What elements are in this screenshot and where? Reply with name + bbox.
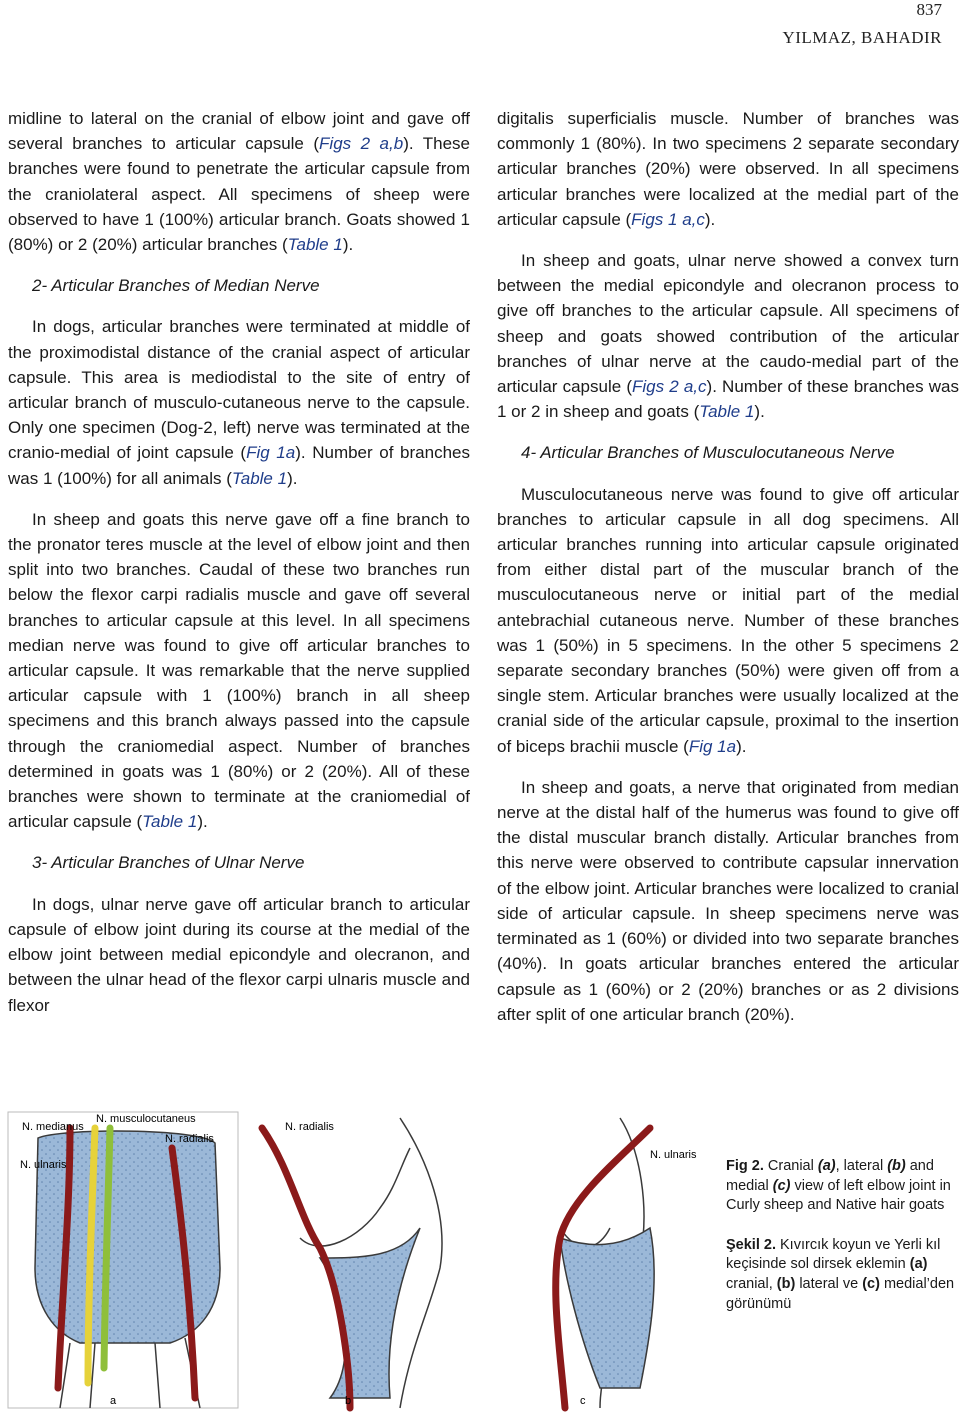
label-n-radialis: N. radialis — [165, 1133, 214, 1145]
section-heading-median-nerve: 2- Articular Branches of Median Nerve — [32, 276, 320, 296]
label-n-musculocutaneus: N. musculocutaneus — [96, 1113, 196, 1125]
figure-reference[interactable]: Fig 1a — [246, 443, 296, 463]
paragraph: In sheep and goats this nerve gave off a fine branch to the pronator teres muscle at the level of elbow joint and then split into two branches. Caudal of these two branches run below the flexor carpi radialis muscle and gave off several branches to articular capsule at this level. In all specimens median nerve was found to give off articular branches to articular capsule. It was remarkable that the nerve supplied articular capsule with 1 (100%) branch in all sheep specimens and this branch always passed into the capsule through the craniomedial aspect. Number of branches determined in goats was 1 (80%) or 2 (20%). All of these branches were shown to terminate at the craniomedial of articular capsule (Table 1). — [8, 509, 470, 832]
figure-elbow-joint-illustrations — [0, 1108, 712, 1413]
table-reference[interactable]: Table 1 — [699, 402, 755, 422]
running-header-authors: YILMAZ, BAHADIR — [782, 28, 942, 47]
label-n-radialis: N. radialis — [285, 1121, 334, 1133]
section-heading-ulnar-nerve: 3- Articular Branches of Ulnar Nerve — [32, 853, 305, 873]
panel-a-cranial-view — [8, 1112, 238, 1408]
paragraph: In sheep and goats, ulnar nerve showed a convex turn between the medial epicondyle and olecranon process to give off branches to the articular capsule. All specimens of sheep and goats showed contribution of the articular branches of ulnar nerve at the caudo-medial part of the articular capsule (Figs 2 a,c). Number of these branches was 1 or 2 in sheep and goats (Table 1). — [497, 251, 959, 422]
table-reference[interactable]: Table 1 — [231, 468, 288, 488]
right-column — [497, 106, 959, 1027]
caption-english: Fig 2. Cranial (a), lateral (b) and medial (c) view of left elbow joint in Curly sheep and Native hair goats — [726, 1158, 951, 1214]
paragraph: In dogs, ulnar nerve gave off articular branch to articular capsule of elbow joint during its course at the medial of the elbow joint between medial epicondyle and olecranon, and between the ulnar head of the flexor carpi ulnaris muscle and flexor — [8, 894, 470, 1015]
panel-c-medial-view — [556, 1118, 697, 1408]
label-n-ulnaris: N. ulnaris — [20, 1159, 67, 1171]
articular-capsule — [320, 1228, 420, 1398]
paragraph: midline to lateral on the cranial of elbow joint and gave off several branches to articular capsule (Figs 2 a,b). These branches were found to penetrate the articular capsule from the craniolateral aspect. All specimens of sheep were observed to have 1 (100%) articular branch. Goats showed 1 (80%) or 2 (20%) articular branches (Table 1). — [8, 109, 471, 255]
panel-label-a: a — [110, 1395, 117, 1407]
paragraph: In dogs, articular branches were terminated at middle of the proximodistal distance of the cranial aspect of articular capsule. This area is mediodistal to the site of entry of articular branch of musculo-cutaneous nerve to the capsule. Only one specimen (Dog-2, left) nerve was terminated at the cranio-medial of joint capsule (Fig 1a). Number of branches was 1 (100%) for all animals (Table 1). — [8, 317, 470, 488]
paragraph: Musculocutaneous nerve was found to give off articular branches to articular capsule in all dog specimens. All articular branches running into articular capsule originated from either distal part of the muscular branch of the musculocutaneous nerve or initial part of the medial antebrachial cutaneous nerve. Number of these branches was 1 (50%) in 5 specimens. In the other 5 specimens 2 separate secondary branches (50%) were given off from a single stem. Articular branches were usually localized at the cranial side of the articular capsule, proximal to the insertion of biceps brachii muscle (Fig 1a). — [497, 484, 959, 756]
caption-turkish: Şekil 2. Kıvırcık koyun ve Yerli kıl keçisinde sol dirsek eklemin (a) cranial, (b) lateral ve (c) medial’den görünümü — [726, 1236, 955, 1312]
figure-reference[interactable]: Fig 1a — [688, 736, 737, 756]
table-reference[interactable]: Table 1 — [287, 235, 343, 255]
figure-caption — [726, 1157, 960, 1334]
left-column — [8, 106, 470, 1018]
section-heading-musculocutaneous-nerve: 4- Articular Branches of Musculocutaneous Nerve — [521, 443, 895, 463]
panel-label-c: c — [580, 1395, 586, 1407]
page-number: 837 — [916, 0, 942, 19]
figure-reference[interactable]: Figs 1 a,c — [631, 209, 705, 229]
table-reference[interactable]: Table 1 — [142, 812, 198, 832]
paragraph: In sheep and goats, a nerve that originated from median nerve at the distal half of the humerus was found to give off the distal muscular branch distally. Articular branches from this nerve were observed to contribute capsular innervation of the elbow joint. Articular branches were localized to cranial side of articular capsule. In sheep specimens nerve was terminated as 1 (60%) or divided into two separate branches (40%). In goats articular branches entered the articular capsule as 1 (60%) or 2 (20%) branches or as 2 divisions after split of one articular branch (20%). — [497, 777, 959, 1024]
articular-capsule — [560, 1228, 654, 1388]
figure-reference[interactable]: Figs 2 a,b — [319, 134, 404, 154]
figure-reference[interactable]: Figs 2 a,c — [632, 377, 707, 397]
label-n-medianus: N. medianus — [22, 1121, 84, 1133]
paragraph: digitalis superficialis muscle. Number of branches was commonly 1 (80%). In two specimens 2 separate secondary articular branches (20%) were observed. In all specimens articular branches were localized at the medial part of the articular capsule (Figs 1 a,c). — [497, 109, 959, 229]
panel-label-b: b — [345, 1395, 352, 1407]
bone-outline — [300, 1148, 410, 1246]
label-n-ulnaris: N. ulnaris — [650, 1149, 697, 1161]
panel-b-lateral-view — [262, 1118, 442, 1408]
